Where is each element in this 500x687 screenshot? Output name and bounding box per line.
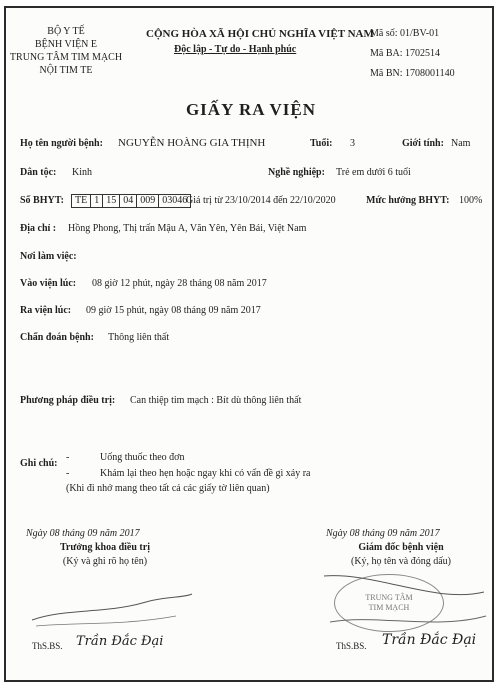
- bhyt-code-segment: 15: [102, 194, 120, 208]
- workplace-label: Nơi làm việc:: [20, 251, 77, 262]
- diagnosis-value: Thông liên thất: [108, 332, 170, 343]
- diagnosis-label: Chẩn đoán bệnh:: [20, 332, 94, 343]
- bhyt-code-segment: 1: [90, 194, 103, 208]
- seal-stamp: TRUNG TÂM TIM MẠCH: [334, 574, 444, 632]
- bhyt-code-segment: 009: [136, 194, 159, 208]
- left-date: Ngày 08 tháng 09 năm 2017: [26, 528, 140, 539]
- discharge-paper: [4, 6, 494, 682]
- note-reminder: (Khi đi nhớ mang theo tất cả các giấy tờ liên quan): [66, 483, 270, 494]
- treatment-value: Can thiệp tim mạch : Bít dù thông liên thất: [130, 395, 302, 406]
- patient-age: 3: [350, 138, 355, 149]
- note-item: Khám lại theo hẹn hoặc ngay khi có vấn đề gì xảy ra: [100, 468, 311, 479]
- left-title: Trưởng khoa điều trị: [60, 542, 150, 553]
- note-bullet: -: [66, 468, 70, 479]
- address-value: Hồng Phong, Thị trấn Mậu A, Văn Yên, Yên Bái, Việt Nam: [68, 223, 307, 234]
- benefit-label: Mức hưởng BHYT:: [366, 195, 450, 206]
- department-name: NỘI TIM TE: [39, 65, 93, 76]
- right-date: Ngày 08 tháng 09 năm 2017: [326, 528, 440, 539]
- right-note: (Ký, họ tên và đóng dấu): [351, 556, 451, 567]
- left-degree: ThS.BS.: [32, 641, 63, 651]
- patient-code: Mã BN: 1708001140: [370, 68, 455, 79]
- left-note: (Ký và ghi rõ họ tên): [62, 556, 148, 567]
- job-label: Nghề nghiệp:: [268, 167, 325, 178]
- patient-ethnic: Kinh: [72, 167, 92, 178]
- patient-sex: Nam: [451, 138, 471, 149]
- patient-job: Trẻ em dưới 6 tuổi: [336, 167, 411, 178]
- right-title: Giám đốc bệnh viện: [358, 542, 444, 553]
- discharge-label: Ra viện lúc:: [20, 305, 72, 316]
- sex-label: Giới tính:: [402, 138, 444, 149]
- nation-heading: CỘNG HÒA XÃ HỘI CHỦ NGHĨA VIỆT NAM: [146, 28, 374, 40]
- left-signature-scribble: [26, 568, 196, 638]
- benefit-value: 100%: [459, 195, 483, 206]
- bhyt-code-boxes: [68, 192, 190, 210]
- notes-label: Ghi chú:: [20, 458, 58, 469]
- bhyt-code-segment: 04: [119, 194, 137, 208]
- admission-time: 08 giờ 12 phút, ngày 28 tháng 08 năm 2017: [92, 278, 267, 289]
- right-signature: Trần Đắc Đại: [382, 632, 477, 648]
- ministry: BỘ Y TẾ: [47, 26, 85, 37]
- name-label: Họ tên người bệnh:: [20, 138, 103, 149]
- ethnic-label: Dân tộc:: [20, 167, 57, 178]
- treatment-label: Phương pháp điều trị:: [20, 395, 116, 406]
- age-label: Tuổi:: [310, 138, 333, 149]
- admission-label: Vào viện lúc:: [20, 278, 77, 289]
- address-label: Địa chỉ :: [20, 223, 57, 234]
- center-name: TRUNG TÂM TIM MẠCH: [9, 52, 123, 63]
- note-item: Uống thuốc theo đơn: [100, 452, 185, 463]
- form-number: Mã số: 01/BV-01: [370, 28, 440, 39]
- bhyt-code-segment: TE: [71, 194, 91, 208]
- hospital-name: BỆNH VIỆN E: [34, 39, 98, 50]
- motto: Độc lập - Tự do - Hạnh phúc: [174, 44, 297, 55]
- bhyt-code-segment: 03046: [158, 194, 191, 208]
- discharge-time: 09 giờ 15 phút, ngày 08 tháng 09 năm 2017: [86, 305, 261, 316]
- document-title: GIẤY RA VIỆN: [185, 100, 317, 119]
- bhyt-label: Số BHYT:: [20, 195, 64, 206]
- bhyt-validity: Giá trị từ 23/10/2014 đến 22/10/2020: [186, 195, 336, 206]
- note-bullet: -: [66, 452, 70, 463]
- left-signature: Trần Đắc Đại: [76, 634, 164, 649]
- record-number: Mã BA: 1702514: [370, 48, 440, 59]
- right-degree: ThS.BS.: [336, 641, 367, 651]
- patient-name: NGUYỄN HOÀNG GIA THỊNH: [118, 137, 266, 149]
